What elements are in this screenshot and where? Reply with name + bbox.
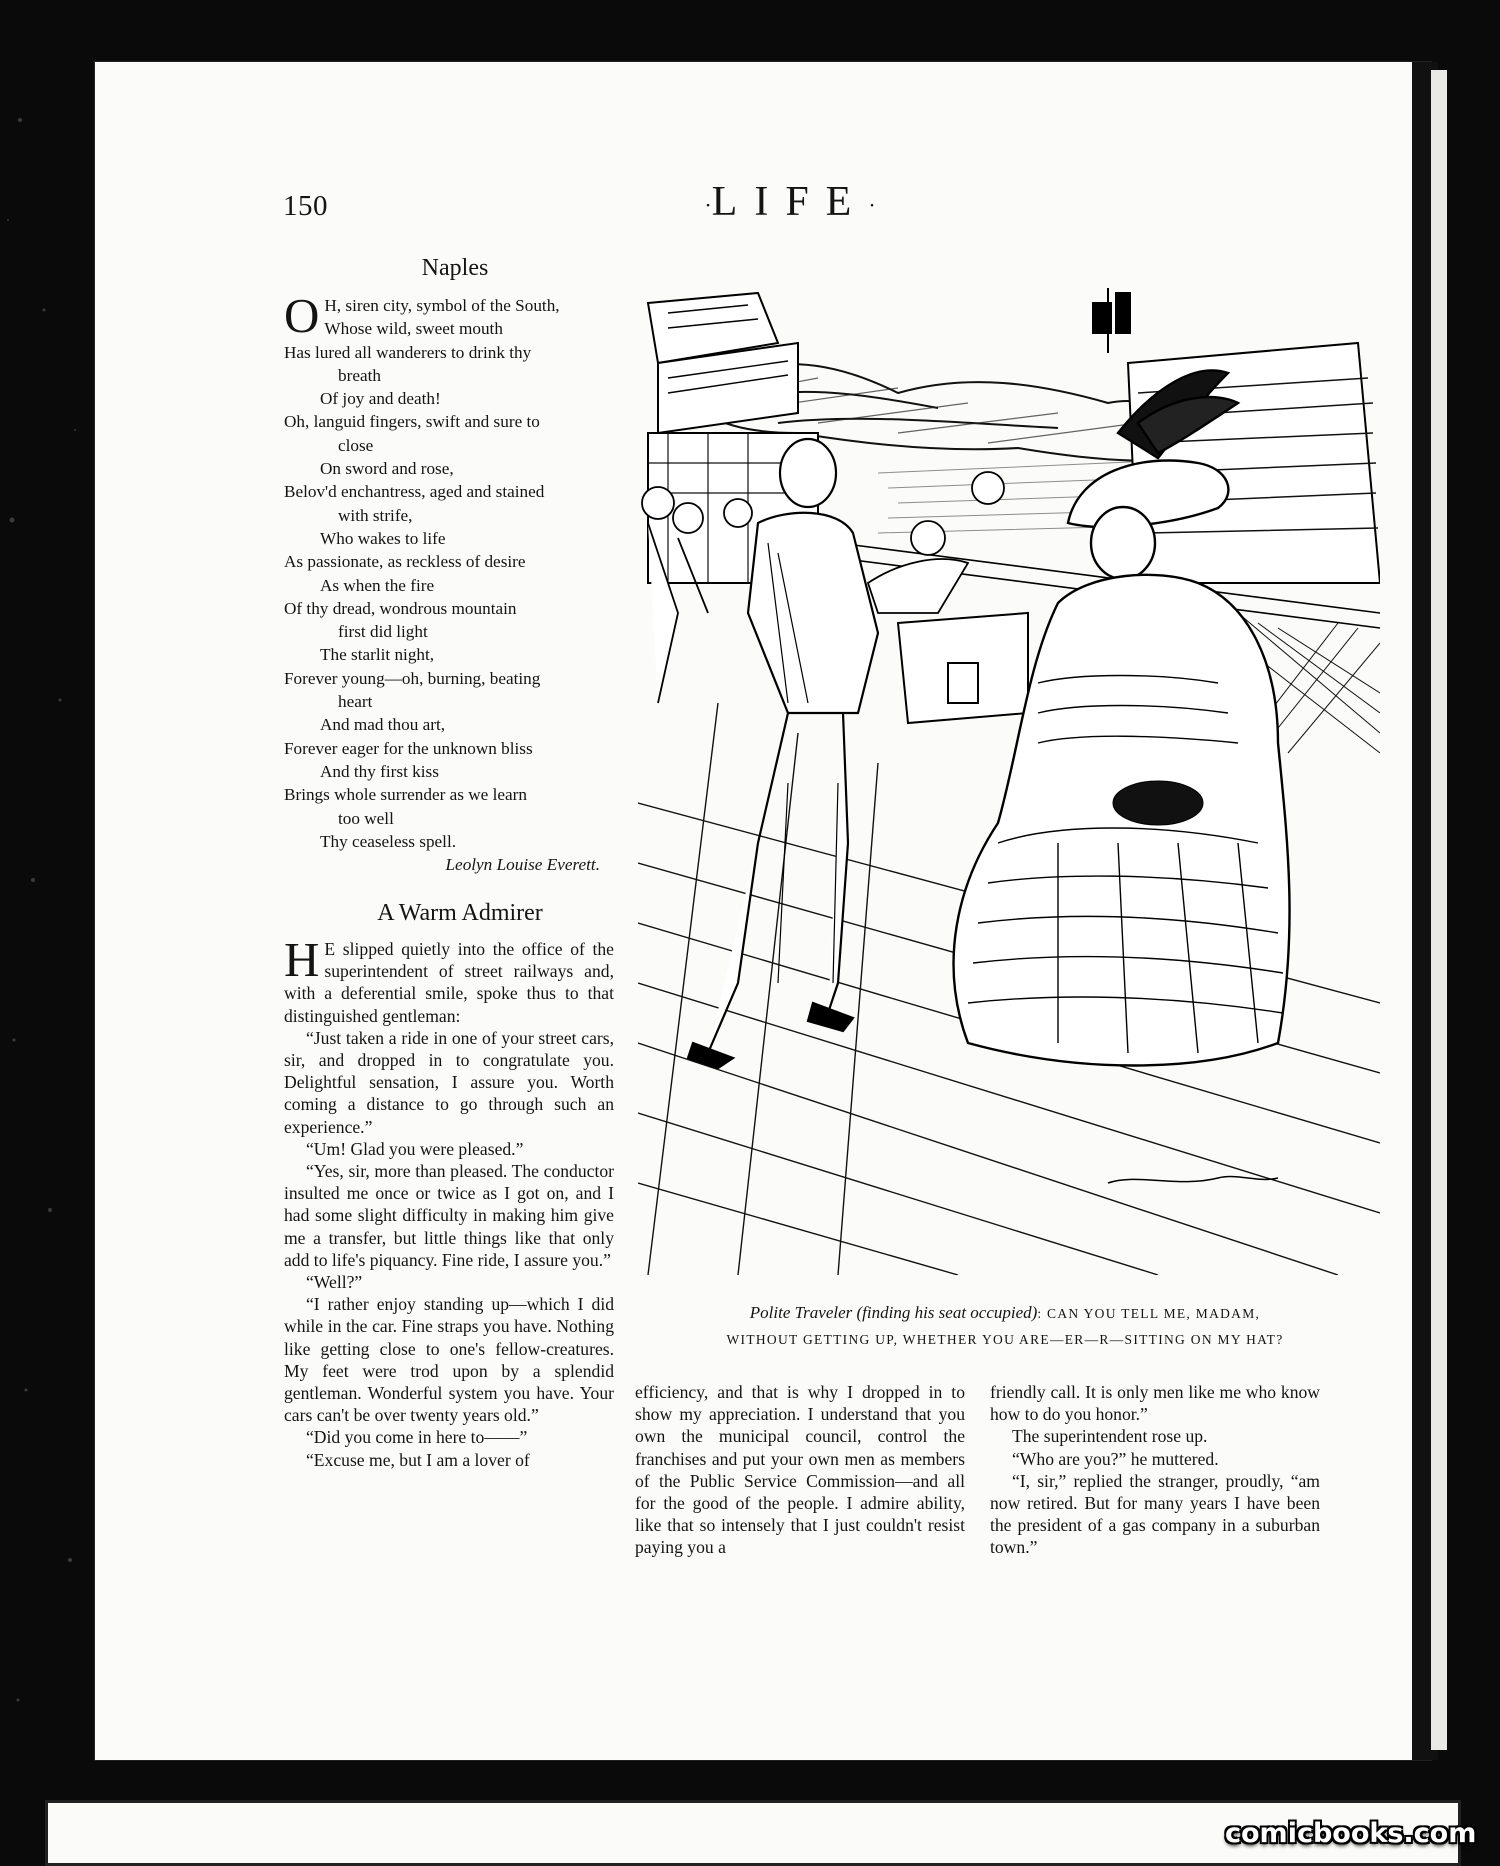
poem-line: The starlit night, — [320, 645, 435, 665]
poem-line: with strife, — [338, 505, 413, 525]
poem-line: too well — [338, 808, 394, 828]
story-paragraph: “Did you come in here to——” — [306, 1427, 528, 1448]
caption-speaker: Polite Traveler (finding his seat occupied) — [749, 1303, 1038, 1322]
story-paragraph: “Who are you?” he muttered. — [1012, 1448, 1219, 1469]
poem-line: And mad thou art, — [320, 715, 446, 735]
story-paragraph: “Just taken a ride in one of your street cars, sir, and dropped in to congratulate you. Delightful sensation, I assure you. Worth coming a distance to go through such an experience.” — [284, 1027, 614, 1137]
facing-page-edge — [1431, 70, 1447, 1750]
poem-line: Who wakes to life — [320, 528, 446, 548]
poem-line: Has lured all wanderers to drink thy — [284, 342, 532, 362]
story-paragraph: The superintendent rose up. — [1012, 1426, 1208, 1447]
page-number: 150 — [283, 190, 328, 222]
story-text: E slipped quietly into the office of the superintendent of street railways and, with a deferential smile, spoke thus to that distinguished gentleman: — [284, 939, 614, 1026]
caption-line-2: WITHOUT GETTING UP, WHETHER YOU ARE—ER—R—SITTING ON MY HAT? — [726, 1332, 1284, 1347]
poem-line: As when the fire — [320, 575, 435, 595]
cartoon-caption — [640, 1300, 1370, 1352]
story-paragraph: “Well?” — [306, 1272, 363, 1293]
poem-line: first did light — [338, 622, 428, 642]
story-dropcap: H — [284, 932, 320, 987]
poem-lines — [284, 317, 614, 853]
story-column-1 — [284, 932, 614, 1471]
poem-line: Of joy and death! — [320, 389, 441, 409]
cartoon-illustration — [638, 283, 1380, 1275]
story-paragraph: “I, sir,” replied the stranger, proudly, “am now retired. But for many years I have been the president of a gas company in a suburban town.” — [990, 1470, 1320, 1558]
masthead: ·LIFE· — [704, 179, 876, 225]
poem-line: As passionate, as reckless of desire — [284, 552, 526, 572]
story-paragraph: “Excuse me, but I am a lover of — [306, 1449, 530, 1470]
masthead-title: LIFE — [711, 179, 869, 225]
story-column-3 — [990, 1381, 1320, 1559]
poem-line: Thy ceaseless spell. — [320, 831, 457, 851]
poem-body — [284, 288, 614, 876]
caption-line-1: : CAN YOU TELL ME, MADAM, — [1037, 1306, 1261, 1321]
poem-line: heart — [338, 692, 373, 712]
poem-line: H, siren city, symbol of the South, — [324, 296, 560, 315]
poem-line: Forever eager for the unknown bliss — [284, 738, 533, 758]
story-paragraph: “I rather enjoy standing up—which I did while in the car. Fine straps you have. Nothing like getting close to one's fellow-creatures. My feet were trod upon by a splendid gentleman. Wonderful system you have. Your cars can't be over twenty years old.” — [284, 1294, 614, 1426]
poem-line: close — [338, 435, 374, 455]
poem-line: On sword and rose, — [320, 459, 454, 479]
story-title: A Warm Admirer — [377, 900, 543, 926]
story-paragraph: friendly call. It is only men like me who know how to do you honor.” — [990, 1382, 1320, 1425]
story-paragraph: “Um! Glad you were pleased.” — [306, 1138, 524, 1159]
poem-line: Brings whole surrender as we learn — [284, 785, 527, 805]
poem-title: Naples — [421, 255, 489, 281]
poem-line: Oh, languid fingers, swift and sure to — [284, 412, 540, 432]
story-paragraph: efficiency, and that is why I dropped in to show my appreciation. I understand that you own the municipal council, control the franchises and put your own men as members of the Public Service Commission—and all for the good of the people. I admire ability, like that so intensely that I just couldn't resist paying you a — [635, 1382, 965, 1558]
poem-line: And thy first kiss — [320, 761, 439, 781]
poem-line: Whose wild, sweet mouth — [324, 319, 503, 339]
poem-dropcap: O — [284, 288, 320, 343]
story-column-2 — [635, 1381, 965, 1559]
poem-author: Leolyn Louise Everett. — [445, 855, 600, 875]
film-margin — [0, 0, 95, 1851]
poem-line: Of thy dread, wondrous mountain — [284, 598, 517, 618]
watermark-logo: comicbooks.com — [1225, 1818, 1477, 1849]
poem-line: Forever young—oh, burning, beating — [284, 668, 541, 688]
poem-line: Belov'd enchantress, aged and stained — [284, 482, 545, 502]
poem-line: breath — [338, 365, 381, 385]
story-paragraph: “Yes, sir, more than pleased. The conductor insulted me once or twice as I got on, and I had some slight difficulty in making him give me a transfer, but little things like that only add to life's piquancy. Fine ride, I assure you.” — [284, 1161, 614, 1270]
story-paragraph — [284, 932, 614, 1027]
